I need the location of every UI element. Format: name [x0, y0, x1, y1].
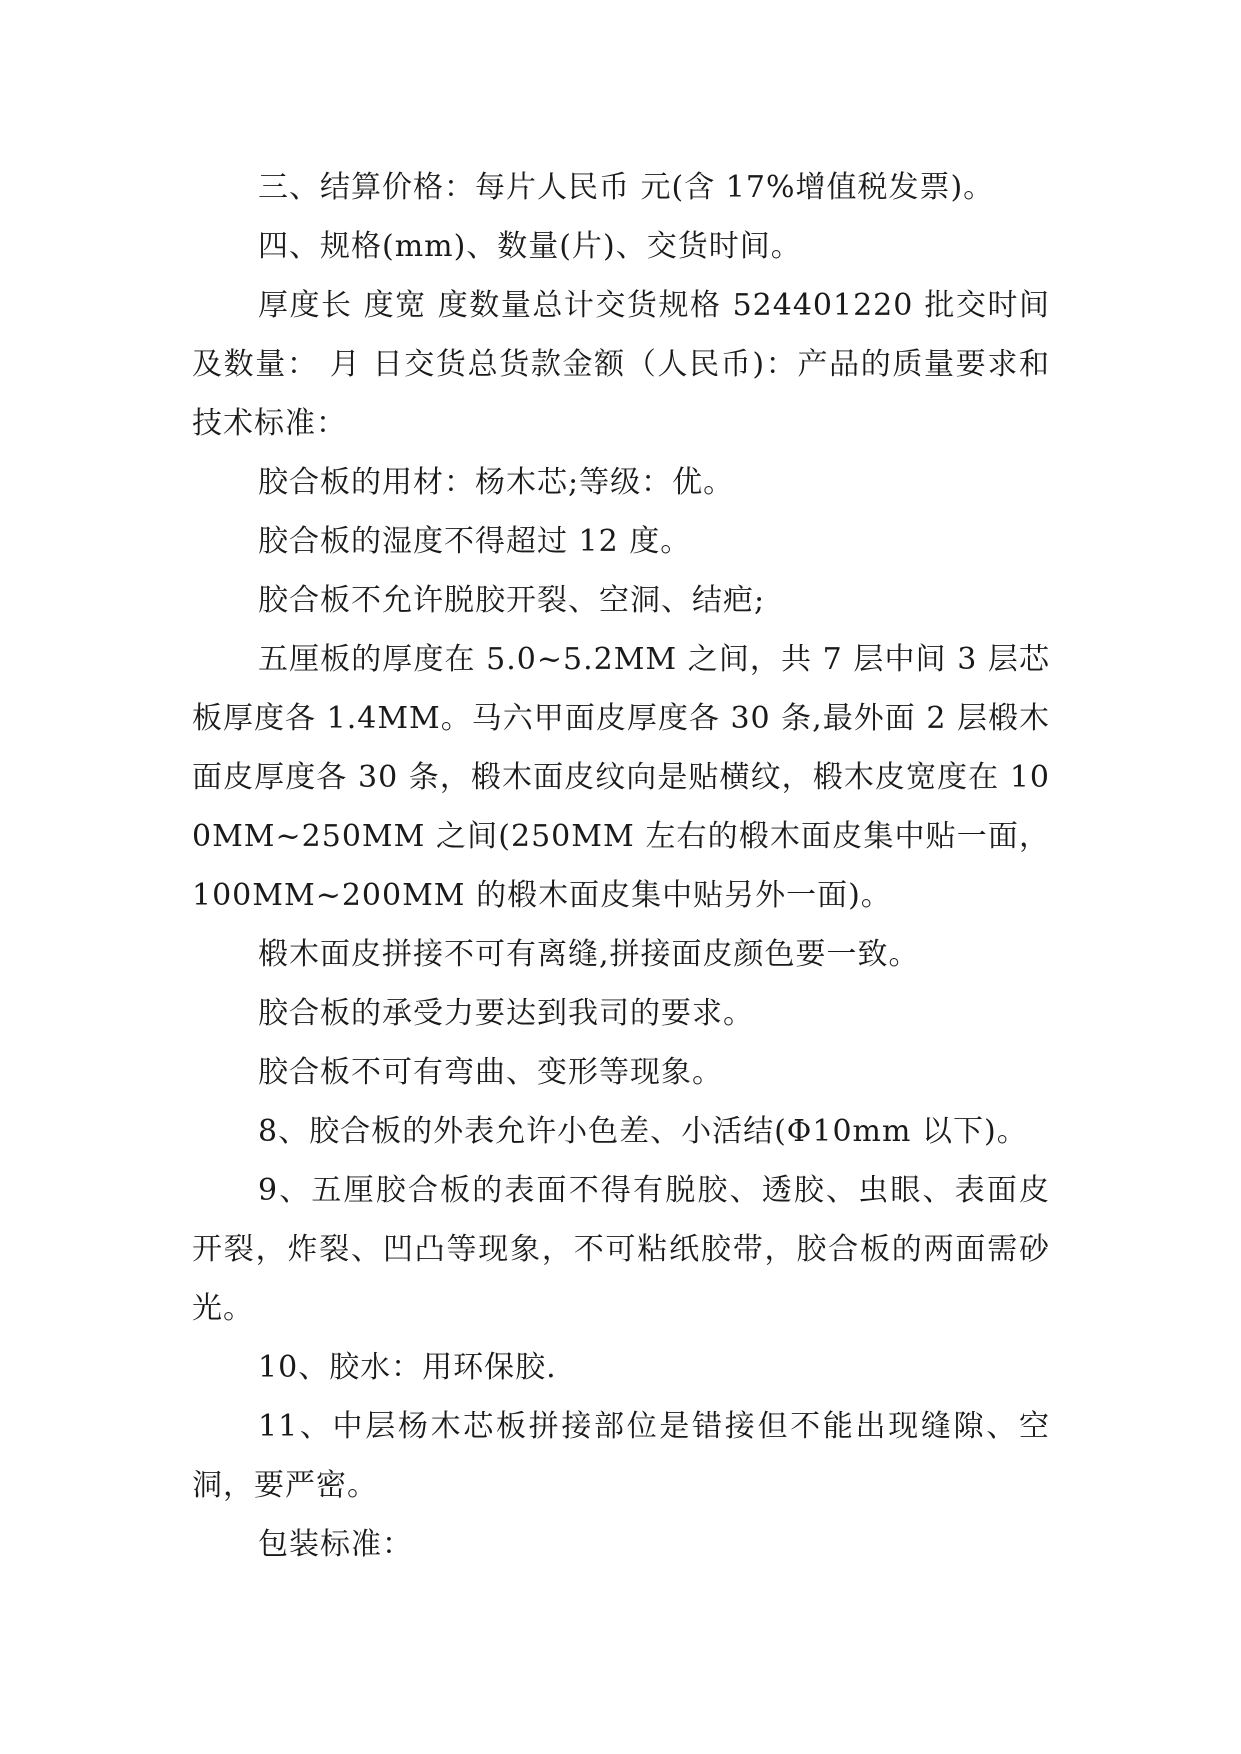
paragraph-settlement-price: 三、结算价格：每片人民币 元(含 17%增值税发票)。 [258, 170, 995, 205]
paragraph-dimensions-delivery-quality: 厚度长 度宽 度数量总计交货规格 524401220 批交时间及数量： 月 日交货总货款金额（人民币)：产品的质量要求和技术标准： [192, 288, 1050, 441]
paragraph-thickness-layers: 五厘板的厚度在 5.0~5.2MM 之间，共 7 层中间 3 层芯板厚度各 1.4MM。马六甲面皮厚度各 30 条,最外面 2 层椴木面皮厚度各 30 条，椴木面皮纹向是贴横纹，椴木皮宽度在 100MM~250MM 之间(250MM 左右的椴木面皮集中贴一面，100MM~200MM 的椴木面皮集中贴另外一面)。 [192, 642, 1050, 913]
paragraph-humidity: 胶合板的湿度不得超过 12 度。 [258, 524, 692, 559]
paragraph-veneer-joint: 椴木面皮拼接不可有离缝,拼接面皮颜色要一致。 [258, 937, 920, 972]
paragraph-item-8: 8、胶合板的外表允许小色差、小活结(Φ10mm 以下)。 [258, 1114, 1028, 1149]
paragraph-no-warping: 胶合板不可有弯曲、变形等现象。 [258, 1055, 723, 1090]
paragraph-item-10: 10、胶水：用环保胶. [258, 1350, 557, 1385]
paragraph-item-9: 9、五厘胶合板的表面不得有脱胶、透胶、虫眼、表面皮开裂，炸裂、凹凸等现象，不可粘纸胶带，胶合板的两面需砂光。 [192, 1173, 1050, 1326]
paragraph-material-grade: 胶合板的用材：杨木芯;等级：优。 [258, 465, 735, 500]
paragraph-no-defects: 胶合板不允许脱胶开裂、空洞、结疤; [258, 583, 766, 618]
document-body [192, 158, 1050, 1574]
paragraph-load-bearing: 胶合板的承受力要达到我司的要求。 [258, 996, 754, 1031]
paragraph-spec-quantity-delivery: 四、规格(mm)、数量(片)、交货时间。 [258, 229, 802, 264]
paragraph-packaging-standard: 包装标准： [258, 1527, 413, 1562]
paragraph-item-11: 11、中层杨木芯板拼接部位是错接但不能出现缝隙、空洞，要严密。 [192, 1409, 1050, 1503]
